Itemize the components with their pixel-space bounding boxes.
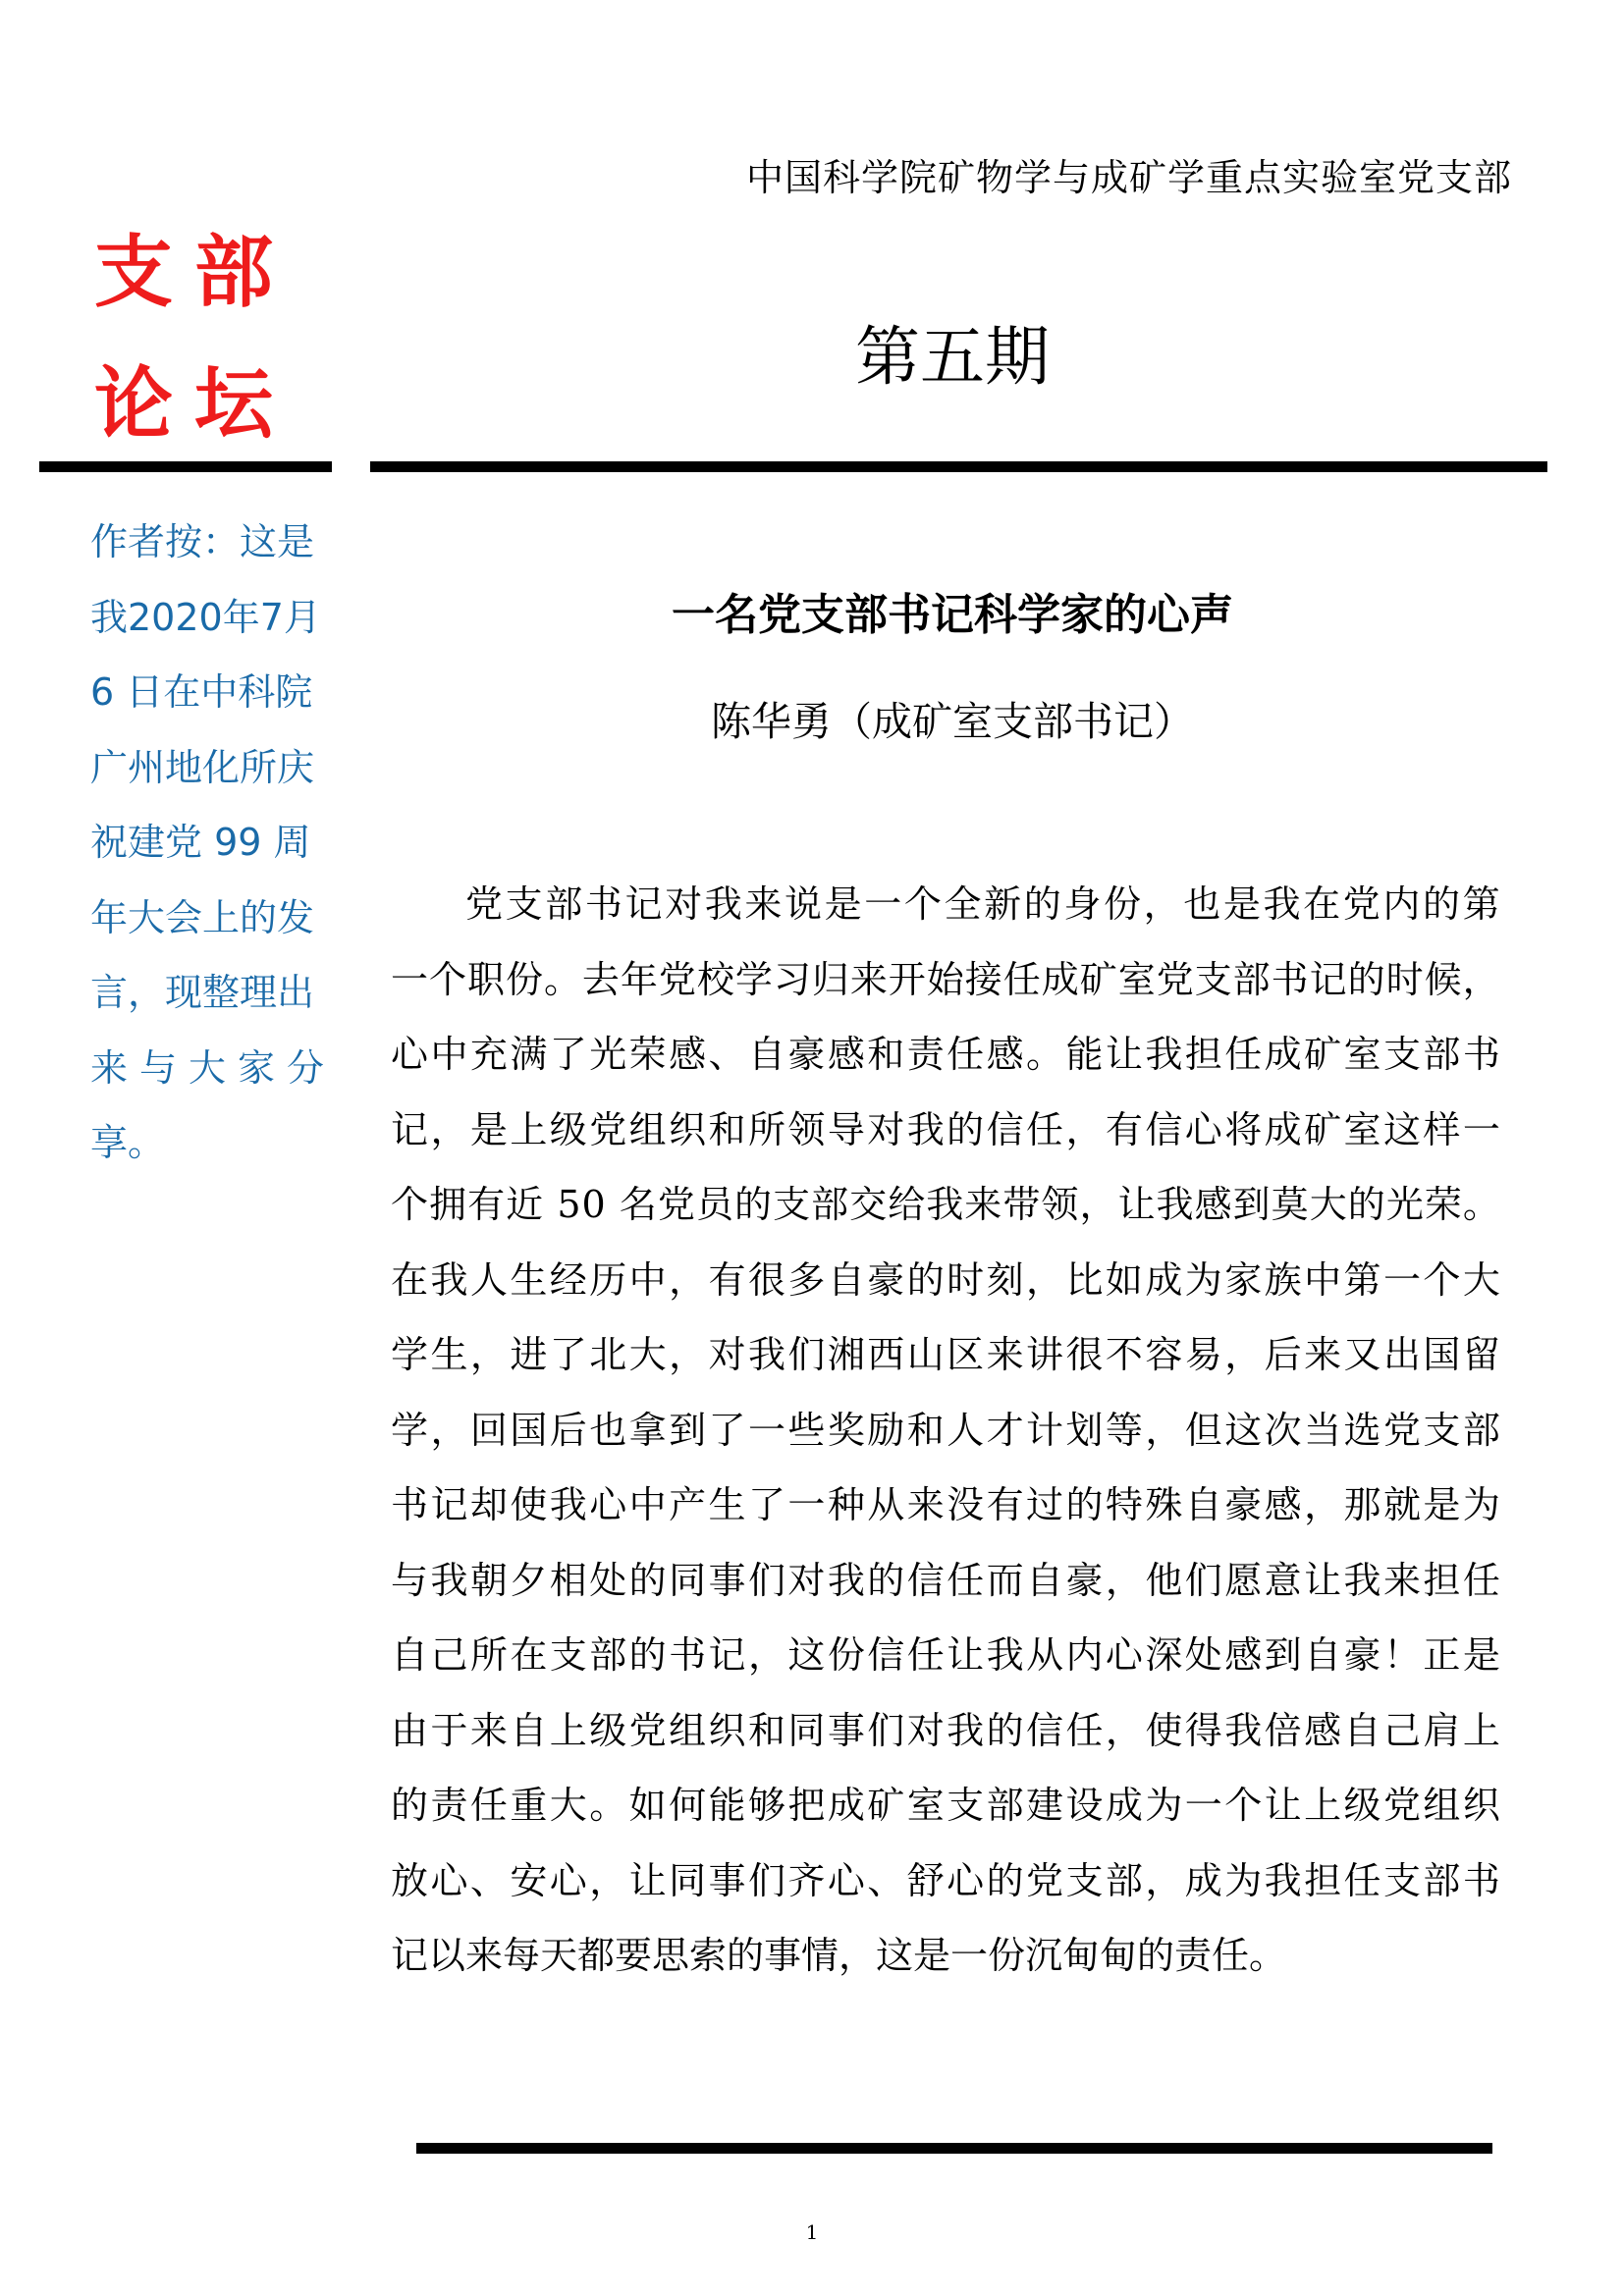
author-note-line: 年大会上的发 bbox=[90, 895, 315, 939]
body-line: 书 记 却 使 我 心 中 产 生 了 一 种 从 来 没 有 过 的 特 殊 自 豪 感 ， 那 就 是 为 bbox=[391, 1483, 1500, 1526]
masthead-line-1: 支部 bbox=[94, 227, 295, 318]
body-line: 记以来每天都要思索的事情，这是一份沉甸甸的责任。 bbox=[391, 1934, 1287, 1977]
body-line: 与 我 朝 夕 相 处 的 同 事 们 对 我 的 信 任 而 自 豪 ， 他 们 愿 意 让 我 来 担 任 bbox=[391, 1558, 1500, 1602]
body-line: 个 拥 有 近 5 0 名 党 员 的 支 部 交 给 我 来 带 领 ， 让 我 感 到 莫 大 的 光 荣 。 bbox=[391, 1183, 1500, 1226]
header-rule-left bbox=[39, 461, 332, 472]
author-note-line: 言，现整理出 bbox=[90, 971, 315, 1014]
body-line: 学 生 ， 进 了 北 大 ， 对 我 们 湘 西 山 区 来 讲 很 不 容 易 ， 后 来 又 出 国 留 bbox=[391, 1333, 1500, 1376]
masthead-line-2: 论坛 bbox=[94, 358, 295, 450]
body-line: 在 我 人 生 经 历 中 ， 有 很 多 自 豪 的 时 刻 ， 比 如 成 为 家 族 中 第 一 个 大 bbox=[391, 1257, 1500, 1302]
body-line: 学 ， 回 国 后 也 拿 到 了 一 些 奖 励 和 人 才 计 划 等 ， 但 这 次 当 选 党 支 部 bbox=[391, 1408, 1500, 1452]
author-note-line: 我2020年7月 bbox=[90, 595, 321, 639]
article-byline: 陈华勇（成矿室支部书记） bbox=[711, 698, 1194, 745]
header-rule-right bbox=[370, 461, 1547, 472]
author-note-line: 作者按：这是 bbox=[90, 520, 315, 563]
author-note-line: 祝建党 99 周 bbox=[90, 821, 311, 864]
body-line: 心 中 充 满 了 光 荣 感 、 自 豪 感 和 责 任 感 。 能 让 我 担 任 成 矿 室 支 部 书 bbox=[391, 1033, 1500, 1076]
body-line: 的 责 任 重 大 。 如 何 能 够 把 成 矿 室 支 部 建 设 成 为 一 个 让 上 级 党 组 织 bbox=[391, 1784, 1500, 1827]
issue-number: 第五期 bbox=[855, 319, 1050, 395]
author-note-line: 广州地化所庆 bbox=[90, 745, 315, 789]
body-line: 放 心 、 安 心 ， 让 同 事 们 齐 心 、 舒 心 的 党 支 部 ， 成 为 我 担 任 支 部 书 bbox=[391, 1858, 1500, 1902]
body-line: 一 个 职 份 。 去 年 党 校 学 习 归 来 开 始 接 任 成 矿 室 党 支 部 书 记 的 时 候 ， bbox=[391, 957, 1500, 1001]
body-line: 党 支 部 书 记 对 我 来 说 是 一 个 全 新 的 身 份 ， 也 是 我 在 党 内 的 第 bbox=[465, 882, 1500, 926]
body-line: 由 于 来 自 上 级 党 组 织 和 同 事 们 对 我 的 信 任 ， 使 得 我 倍 感 自 己 肩 上 bbox=[391, 1708, 1500, 1752]
author-note-line: 6 日在中科院 bbox=[90, 670, 313, 714]
author-note bbox=[90, 505, 337, 1181]
body-line: 自 己 所 在 支 部 的 书 记 ， 这 份 信 任 让 我 从 内 心 深 处 感 到 自 豪 ！ 正 是 bbox=[391, 1633, 1500, 1677]
article-title: 一名党支部书记科学家的心声 bbox=[672, 590, 1233, 640]
organization-header: 中国科学院矿物学与成矿学重点实验室党支部 bbox=[745, 156, 1512, 199]
page-number: 1 bbox=[805, 2220, 819, 2244]
body-line: 记 ， 是 上 级 党 组 织 和 所 领 导 对 我 的 信 任 ， 有 信 心 将 成 矿 室 这 样 一 bbox=[391, 1107, 1500, 1151]
footer-rule bbox=[416, 2143, 1492, 2154]
author-note-line: 来与大家分 bbox=[90, 1045, 337, 1090]
author-note-line: 享。 bbox=[90, 1121, 166, 1164]
article-body bbox=[391, 867, 1500, 1994]
